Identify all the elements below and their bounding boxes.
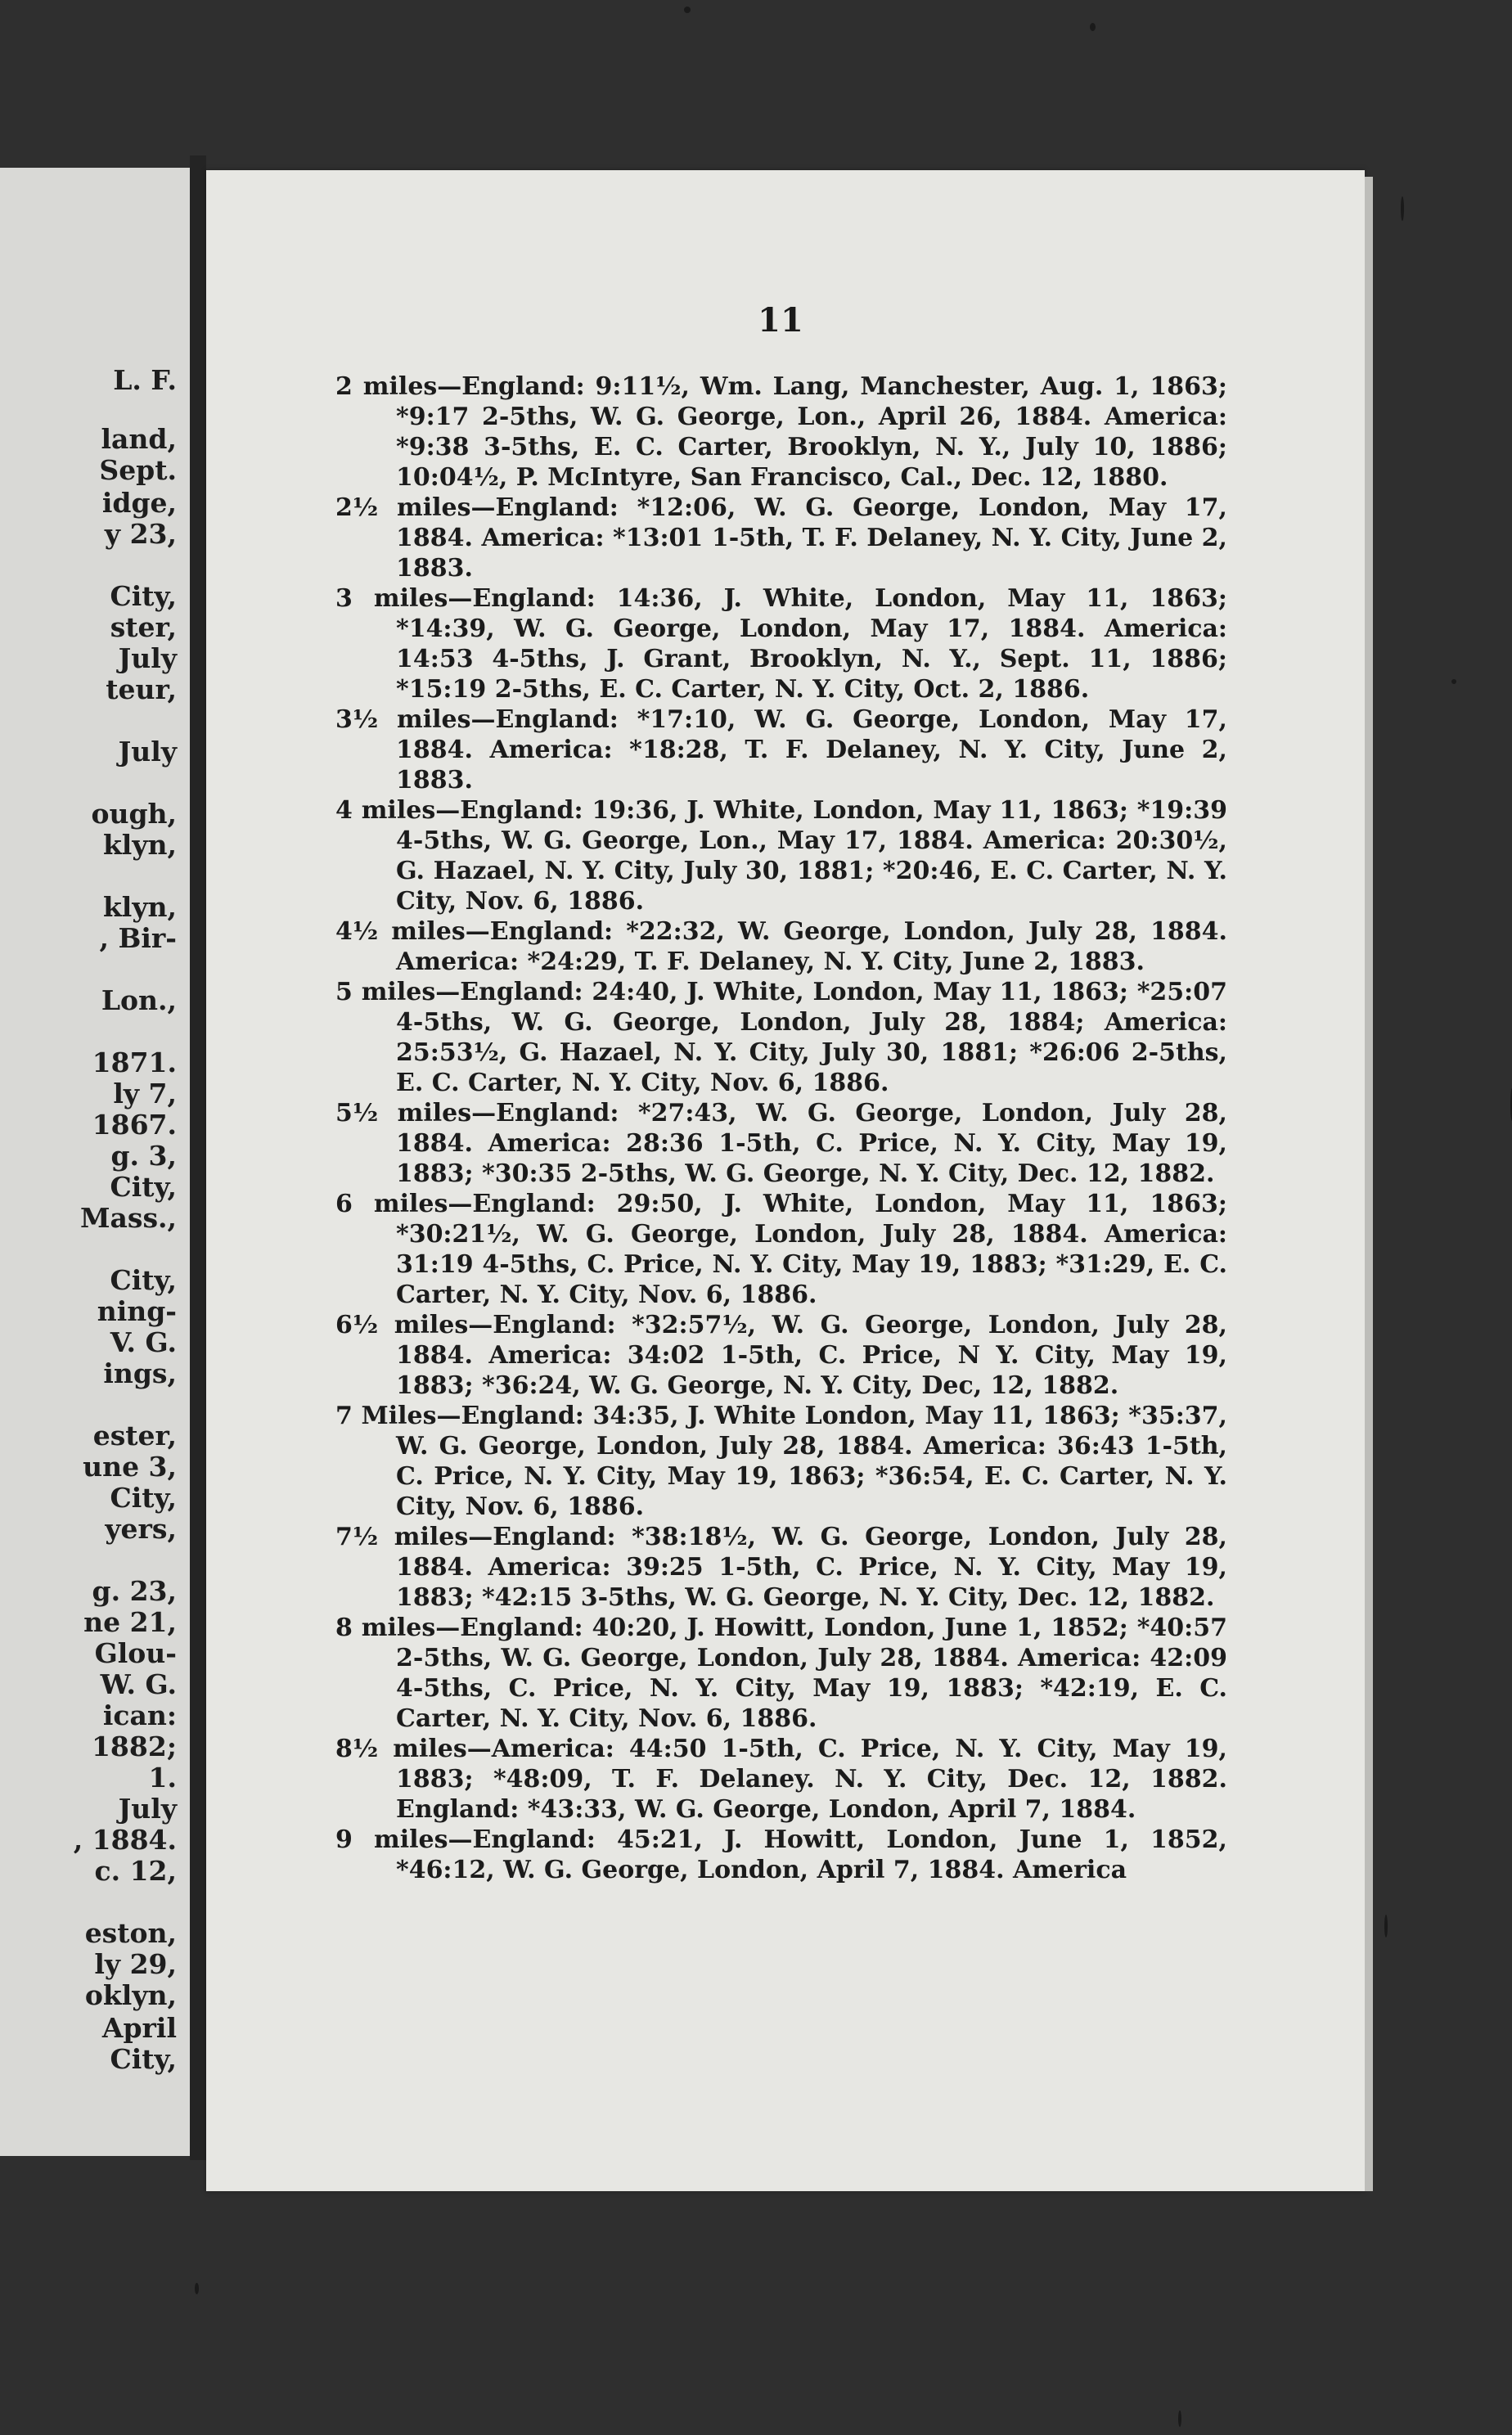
left-page-line: une 3, xyxy=(83,1451,177,1483)
record-distance-label: 8½ miles— xyxy=(335,1735,492,1763)
left-page-line: ly 29, xyxy=(94,1948,177,1980)
record-text: England: 40:20, J. Howitt, London, June 1, 1852; *40:57 2-5ths, W. G. George, London, July 28, 1884. America: 42:09 4-5ths, C. Price, N. Y. City, May 19, 1883; *42:19, E. C. Carter, N. Y. City, Nov. 6, 1886. xyxy=(396,1614,1227,1733)
record-distance-label: 4 miles— xyxy=(335,796,461,825)
left-page-line: April xyxy=(101,2012,177,2044)
left-page-line: oklyn, xyxy=(84,1979,177,2011)
record-entry xyxy=(335,1098,1227,1189)
left-page-line: c. 12, xyxy=(94,1855,177,1887)
record-distance-label: 3 miles— xyxy=(335,584,473,613)
record-text: England: *17:10, W. G. George, London, May 17, 1884. America: *18:28, T. F. Delaney, N. Y. City, June 2, 1883. xyxy=(396,705,1227,794)
record-entry xyxy=(335,977,1227,1098)
record-entry xyxy=(335,1401,1227,1522)
running-records-list xyxy=(335,371,1227,1885)
record-entry xyxy=(335,795,1227,916)
page-number: 11 xyxy=(758,301,803,340)
record-text: England: *32:57½, W. G. George, London, July 28, 1884. America: 34:02 1-5th, C. Price, N Y. City, May 19, 1883; *36:24, W. G. George, N. Y. City, Dec, 12, 1882. xyxy=(396,1311,1227,1400)
record-entry xyxy=(335,1613,1227,1734)
record-text: England: 45:21, J. Howitt, London, June 1, 1852, *46:12, W. G. George, London, April 7, 1884. America xyxy=(396,1825,1227,1884)
left-page-line: yers, xyxy=(105,1513,177,1545)
left-page-line: July xyxy=(118,736,177,767)
record-distance-label: 6 miles— xyxy=(335,1190,473,1218)
dust-speck xyxy=(1090,23,1096,31)
left-page-line: ings, xyxy=(103,1357,177,1389)
left-page-line: ster, xyxy=(110,611,177,643)
dust-speck xyxy=(1178,2410,1181,2427)
record-distance-label: 3½ miles— xyxy=(335,705,496,734)
left-page-line: L. F. xyxy=(113,364,177,396)
dust-speck xyxy=(1451,679,1456,684)
record-distance-label: 5½ miles— xyxy=(335,1099,497,1127)
record-distance-label: 8 miles— xyxy=(335,1614,461,1642)
left-page-line: klyn, xyxy=(102,891,177,923)
record-entry xyxy=(335,1310,1227,1401)
record-distance-label: 2½ miles— xyxy=(335,493,496,522)
record-text: England: *27:43, W. G. George, London, July 28, 1884. America: 28:36 1-5th, C. Price, N. Y. City, May 19, 1883; *30:35 2-5ths, W. G. George, N. Y. City, Dec. 12, 1882. xyxy=(396,1099,1227,1188)
record-entry xyxy=(335,583,1227,704)
left-page-line: W. G. xyxy=(100,1668,177,1700)
dust-speck xyxy=(1384,1915,1388,1938)
left-page-line: 1867. xyxy=(92,1109,177,1141)
record-text: England: 19:36, J. White, London, May 11, 1863; *19:39 4-5ths, W. G. George, Lon., May 17, 1884. America: 20:30½, G. Hazael, N. Y. City, July 30, 1881; *20:46, E. C. Carter, N. Y. City, Nov. 6, 1886. xyxy=(396,796,1227,916)
left-page-line: Sept. xyxy=(99,454,177,486)
left-page-line: 1. xyxy=(148,1762,177,1794)
left-page-line: land, xyxy=(101,423,177,455)
left-page-line: , 1884. xyxy=(73,1824,177,1856)
record-text: America: 44:50 1-5th, C. Price, N. Y. City, May 19, 1883; *48:09, T. F. Delaney. N. Y. City, Dec. 12, 1882. England: *43:33, W. G. George, London, April 7, 1884. xyxy=(396,1735,1228,1824)
dust-speck xyxy=(684,7,691,13)
record-entry xyxy=(335,704,1227,795)
previous-page-fragment xyxy=(0,168,190,2156)
record-distance-label: 4½ miles— xyxy=(335,917,490,946)
left-page-line: klyn, xyxy=(102,829,177,861)
dust-speck xyxy=(195,2283,199,2294)
left-page-line: City, xyxy=(110,1482,177,1514)
left-page-line: y 23, xyxy=(104,518,177,550)
record-distance-label: 6½ miles— xyxy=(335,1311,493,1339)
record-text: England: 9:11½, Wm. Lang, Manchester, Aug. 1, 1863; *9:17 2-5ths, W. G. George, Lon., April 26, 1884. America: *9:38 3-5ths, E. C. Carter, Brooklyn, N. Y., July 10, 1886; 10:04½, P. McIntyre, San Francisco, Cal., Dec. 12, 1880. xyxy=(396,372,1227,492)
left-page-line: , Bir- xyxy=(99,922,177,954)
left-page-line: 1882; xyxy=(91,1731,177,1762)
record-entry xyxy=(335,1825,1227,1885)
book-gutter xyxy=(190,155,206,2160)
left-page-line: City, xyxy=(110,1264,177,1296)
record-entry xyxy=(335,493,1227,583)
left-page-line: g. 23, xyxy=(92,1575,177,1607)
left-page-line: 1871. xyxy=(92,1046,177,1078)
record-entry xyxy=(335,1522,1227,1613)
left-page-line: ning- xyxy=(97,1295,177,1327)
left-page-line: ne 21, xyxy=(83,1606,177,1638)
left-page-line: V. G. xyxy=(110,1326,177,1358)
record-text: England: 29:50, J. White, London, May 11, 1863; *30:21½, W. G. George, London, July 28, 1884. America: 31:19 4-5ths, C. Price, N. Y. City, May 19, 1883; *31:29, E. C. Carter, N. Y. City, Nov. 6, 1886. xyxy=(396,1190,1227,1309)
left-page-line: ester, xyxy=(92,1420,177,1452)
left-page-line: Mass., xyxy=(79,1202,177,1234)
left-page-line: eston, xyxy=(84,1917,177,1949)
left-page-line: Lon., xyxy=(101,984,177,1016)
left-page-line: City, xyxy=(110,1171,177,1203)
record-text: England: 24:40, J. White, London, May 11, 1863; *25:07 4-5ths, W. G. George, London, July 28, 1884; America: 25:53½, G. Hazael, N. Y. City, July 30, 1881; *26:06 2-5ths, E. C. Carter, N. Y. City, Nov. 6, 1886. xyxy=(396,978,1227,1097)
record-text: England: *38:18½, W. G. George, London, July 28, 1884. America: 39:25 1-5th, C. Price, N. Y. City, May 19, 1883; *42:15 3-5ths, W. G. George, N. Y. City, Dec. 12, 1882. xyxy=(396,1523,1227,1612)
left-page-line: g. 3, xyxy=(110,1140,177,1172)
left-page-line: July xyxy=(118,642,177,674)
left-page-line: ly 7, xyxy=(113,1078,177,1109)
record-distance-label: 2 miles— xyxy=(335,372,462,401)
record-text: England: *22:32, W. George, London, July 28, 1884. America: *24:29, T. F. Delaney, N. Y. City, June 2, 1883. xyxy=(396,917,1227,976)
record-entry xyxy=(335,916,1227,977)
record-text: England: 34:35, J. White London, May 11, 1863; *35:37, W. G. George, London, July 28, 1884. America: 36:43 1-5th, C. Price, N. Y. City, May 19, 1863; *36:54, E. C. Carter, N. Y. City, Nov. 6, 1886. xyxy=(396,1402,1227,1521)
record-entry xyxy=(335,371,1227,493)
record-entry xyxy=(335,1734,1227,1825)
record-distance-label: 7 Miles— xyxy=(335,1402,461,1430)
record-distance-label: 9 miles— xyxy=(335,1825,473,1854)
record-distance-label: 7½ miles— xyxy=(335,1523,493,1551)
left-page-line: City, xyxy=(110,580,177,612)
left-page-line: ican: xyxy=(102,1699,177,1731)
left-page-line: July xyxy=(118,1793,177,1825)
left-page-line: Glou- xyxy=(94,1637,177,1669)
left-page-line: teur, xyxy=(106,673,177,705)
record-text: England: 14:36, J. White, London, May 11, 1863; *14:39, W. G. George, London, May 17, 1884. America: 14:53 4-5ths, J. Grant, Brooklyn, N. Y., Sept. 11, 1886; *15:19 2-5ths, E. C. Carter, N. Y. City, Oct. 2, 1886. xyxy=(396,584,1227,704)
page-edge-shadow xyxy=(1365,177,1373,2191)
book-page xyxy=(206,170,1365,2191)
dust-speck xyxy=(1401,196,1404,221)
record-entry xyxy=(335,1189,1227,1310)
record-text: England: *12:06, W. G. George, London, May 17, 1884. America: *13:01 1-5th, T. F. Delaney, N. Y. City, June 2, 1883. xyxy=(396,493,1227,583)
record-distance-label: 5 miles— xyxy=(335,978,461,1006)
left-page-line: ough, xyxy=(91,798,177,830)
left-page-line: idge, xyxy=(101,487,177,519)
left-page-line: City, xyxy=(110,2043,177,2075)
